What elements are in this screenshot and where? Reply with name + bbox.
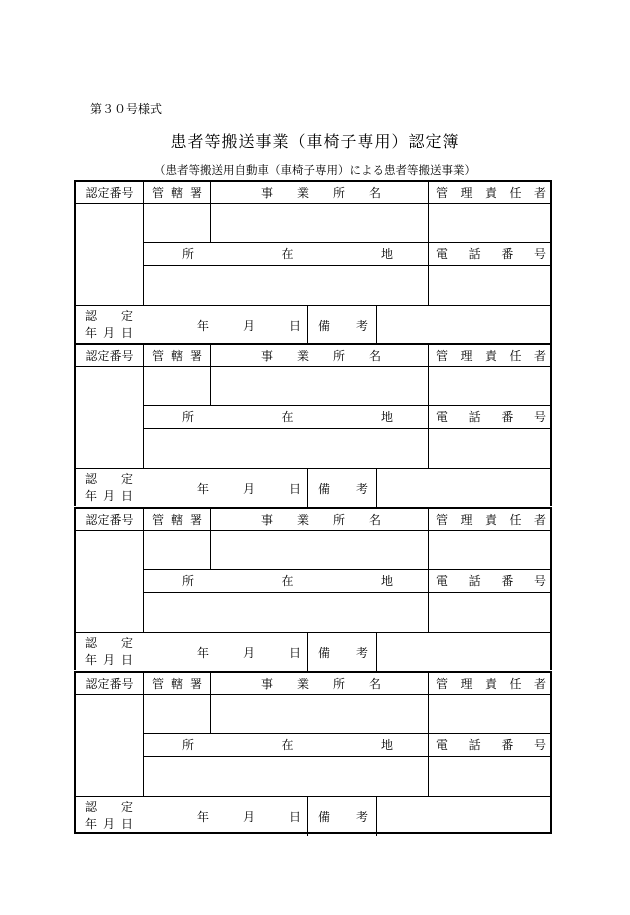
column-divider [307,305,308,345]
label-business-name [261,673,381,694]
label-phone [436,405,546,428]
label-cert-date-char: 月 [102,817,115,831]
label-remarks [318,796,368,836]
label-cert-no: 認定番号 [85,186,134,200]
field-jurisdiction[interactable] [144,366,210,405]
label-manager-char: 任 [509,677,522,691]
label-address-char: 所 [182,410,195,424]
field-cert-date[interactable] [144,797,307,836]
label-manager-char: 理 [460,186,473,200]
label-phone-char: 話 [468,574,481,588]
register-subtitle: （患者等搬送用自動車（車椅子専用）による患者等搬送事業） [154,163,476,177]
label-cert-date-char: 年 [85,489,98,503]
label-jurisdiction [152,673,202,694]
field-remarks[interactable] [377,633,552,672]
field-manager[interactable] [429,203,552,242]
label-phone-char: 電 [436,574,449,588]
label-phone [436,733,546,756]
label-address-char: 在 [281,410,294,424]
field-business-name[interactable] [211,366,428,405]
label-phone-char: 号 [533,410,546,424]
label-cert-date-char: 定 [120,636,133,650]
label-jurisdiction-char: 管 [152,349,165,363]
label-manager [436,673,546,694]
label-remarks-char: 考 [355,645,368,660]
label-address-char: 地 [380,410,393,424]
field-manager[interactable] [429,694,552,733]
label-cert-date-char: 定 [120,309,133,323]
field-phone[interactable] [429,266,552,305]
label-address-char: 地 [380,574,393,588]
label-cert-no: 認定番号 [85,677,134,691]
label-manager-char: 管 [436,677,449,691]
field-cert-no[interactable] [76,530,143,632]
label-manager-char: 理 [460,677,473,691]
label-cert-date-char: 月 [102,489,115,503]
label-manager-char: 管 [436,186,449,200]
label-manager-char: 管 [436,513,449,527]
label-cert-date-char: 年 [85,817,98,831]
field-remarks[interactable] [377,469,552,508]
field-phone[interactable] [429,593,552,632]
label-cert-date-char: 月 [102,326,115,340]
label-jurisdiction-char: 管 [152,513,165,527]
label-cert-date-char: 日 [120,326,133,340]
field-address[interactable] [144,757,428,796]
label-remarks-char: 備 [318,809,331,824]
label-manager-char: 責 [484,186,497,200]
label-cert-date-line2 [85,816,133,833]
label-cert-date-char: 日 [120,817,133,831]
label-year-month-day-char: 月 [242,645,255,660]
field-business-name[interactable] [211,203,428,242]
label-jurisdiction-char: 管 [152,186,165,200]
field-address[interactable] [144,429,428,468]
label-remarks-char: 備 [318,318,331,333]
label-year-month-day-char: 年 [197,481,210,496]
record-block [74,180,552,343]
label-cert-date-line1 [85,308,133,325]
field-phone[interactable] [429,429,552,468]
label-jurisdiction [152,509,202,530]
label-jurisdiction-char: 署 [189,677,202,691]
label-business-name-char: 事 [261,677,274,691]
field-jurisdiction[interactable] [144,530,210,569]
column-divider [307,468,308,508]
label-business-name-char: 所 [332,186,345,200]
label-manager [436,345,546,366]
field-phone[interactable] [429,757,552,796]
label-address-char: 所 [182,574,195,588]
label-address-char: 在 [281,247,294,261]
label-business-name-char: 名 [368,349,381,363]
label-year-month-day-char: 年 [197,645,210,660]
label-address [182,569,393,592]
label-cert-date-char: 認 [85,800,98,814]
label-business-name-char: 事 [261,349,274,363]
label-manager-char: 管 [436,349,449,363]
field-jurisdiction[interactable] [144,694,210,733]
field-address[interactable] [144,593,428,632]
label-business-name-char: 名 [368,677,381,691]
label-business-name [261,509,381,530]
field-cert-date[interactable] [144,469,307,508]
field-address[interactable] [144,266,428,305]
column-divider [307,796,308,836]
label-manager [436,182,546,203]
label-address-char: 在 [281,574,294,588]
label-cert-date-char: 日 [120,489,133,503]
label-manager-char: 理 [460,349,473,363]
record-block [74,671,552,834]
column-divider [307,632,308,672]
label-cert-date-char: 月 [102,653,115,667]
label-business-name-char: 事 [261,513,274,527]
label-year-month-day-char: 日 [288,481,301,496]
label-cert-date-char: 認 [85,636,98,650]
label-cert-date [85,468,133,508]
label-phone-char: 話 [468,410,481,424]
label-cert-date-line2 [85,652,133,669]
field-business-name[interactable] [211,530,428,569]
label-cert-date-line2 [85,488,133,505]
label-manager-char: 者 [533,677,546,691]
label-remarks [318,632,368,672]
label-phone-char: 番 [501,410,514,424]
label-phone-char: 番 [501,574,514,588]
field-cert-date[interactable] [144,633,307,672]
label-business-name [261,182,381,203]
label-cert-date [85,305,133,345]
field-cert-no[interactable] [76,694,143,796]
label-business-name-char: 業 [296,513,309,527]
label-business-name-char: 名 [368,186,381,200]
label-cert-date-line2 [85,325,133,342]
label-manager-char: 責 [484,349,497,363]
label-manager-char: 任 [509,186,522,200]
label-cert-date-char: 定 [120,800,133,814]
label-phone-char: 号 [533,738,546,752]
label-jurisdiction-char: 署 [189,186,202,200]
label-manager-char: 者 [533,186,546,200]
label-cert-date-char: 認 [85,472,98,486]
label-remarks-char: 考 [355,318,368,333]
label-cert-date-line1 [85,799,133,816]
label-year-month-day-char: 日 [288,645,301,660]
field-business-name[interactable] [211,694,428,733]
record-block [74,507,552,670]
label-business-name-char: 業 [296,677,309,691]
field-jurisdiction[interactable] [144,203,210,242]
label-jurisdiction-char: 轄 [170,513,183,527]
label-manager-char: 任 [509,513,522,527]
label-phone-char: 番 [501,738,514,752]
label-jurisdiction [152,182,202,203]
label-remarks-char: 考 [355,481,368,496]
label-cert-date-line1 [85,635,133,652]
label-cert-date [85,632,133,672]
label-phone-char: 話 [468,738,481,752]
label-cert-date-line1 [85,471,133,488]
label-phone [436,569,546,592]
form-number: 第３０号様式 [90,102,163,116]
label-year-month-day-char: 月 [242,809,255,824]
label-address [182,242,393,265]
label-address-char: 在 [281,738,294,752]
label-manager-char: 者 [533,349,546,363]
label-jurisdiction [152,345,202,366]
label-address [182,733,393,756]
label-manager-char: 理 [460,513,473,527]
label-phone [436,242,546,265]
label-cert-date [85,796,133,836]
label-business-name-char: 事 [261,186,274,200]
label-year-month-day-char: 月 [242,481,255,496]
label-jurisdiction-char: 轄 [170,349,183,363]
label-cert-date-char: 年 [85,653,98,667]
record-block [74,343,552,506]
label-remarks-char: 備 [318,481,331,496]
label-phone-char: 電 [436,410,449,424]
label-phone-char: 号 [533,247,546,261]
label-remarks [318,305,368,345]
label-cert-date-char: 定 [120,472,133,486]
label-phone-char: 話 [468,247,481,261]
label-business-name-char: 業 [296,186,309,200]
register-title: 患者等搬送事業（車椅子専用）認定簿 [170,132,460,151]
field-manager[interactable] [429,366,552,405]
label-jurisdiction-char: 管 [152,677,165,691]
label-business-name-char: 業 [296,349,309,363]
label-manager-char: 責 [484,513,497,527]
label-address [182,405,393,428]
label-year-month-day-char: 日 [288,809,301,824]
label-phone-char: 番 [501,247,514,261]
field-remarks[interactable] [377,797,552,836]
label-cert-date-char: 認 [85,309,98,323]
label-phone-char: 号 [533,574,546,588]
label-business-name-char: 所 [332,349,345,363]
label-year-month-day-char: 年 [197,809,210,824]
label-address-char: 地 [380,247,393,261]
label-year-month-day-char: 月 [242,318,255,333]
label-jurisdiction-char: 轄 [170,186,183,200]
label-address-char: 所 [182,247,195,261]
label-phone-char: 電 [436,738,449,752]
label-manager-char: 任 [509,349,522,363]
field-remarks[interactable] [377,306,552,345]
label-jurisdiction-char: 轄 [170,677,183,691]
label-business-name [261,345,381,366]
label-year-month-day-char: 日 [288,318,301,333]
label-address-char: 所 [182,738,195,752]
label-manager [436,509,546,530]
label-cert-date-char: 年 [85,326,98,340]
label-jurisdiction-char: 署 [189,349,202,363]
label-business-name-char: 名 [368,513,381,527]
label-address-char: 地 [380,738,393,752]
label-business-name-char: 所 [332,513,345,527]
field-cert-date[interactable] [144,306,307,345]
label-cert-date-char: 日 [120,653,133,667]
field-manager[interactable] [429,530,552,569]
label-cert-no: 認定番号 [85,349,134,363]
label-cert-no: 認定番号 [85,513,134,527]
label-year-month-day-char: 年 [197,318,210,333]
field-cert-no[interactable] [76,203,143,305]
field-cert-no[interactable] [76,366,143,468]
label-remarks [318,468,368,508]
label-manager-char: 責 [484,677,497,691]
label-jurisdiction-char: 署 [189,513,202,527]
label-remarks-char: 備 [318,645,331,660]
label-phone-char: 電 [436,247,449,261]
label-remarks-char: 考 [355,809,368,824]
label-business-name-char: 所 [332,677,345,691]
label-manager-char: 者 [533,513,546,527]
